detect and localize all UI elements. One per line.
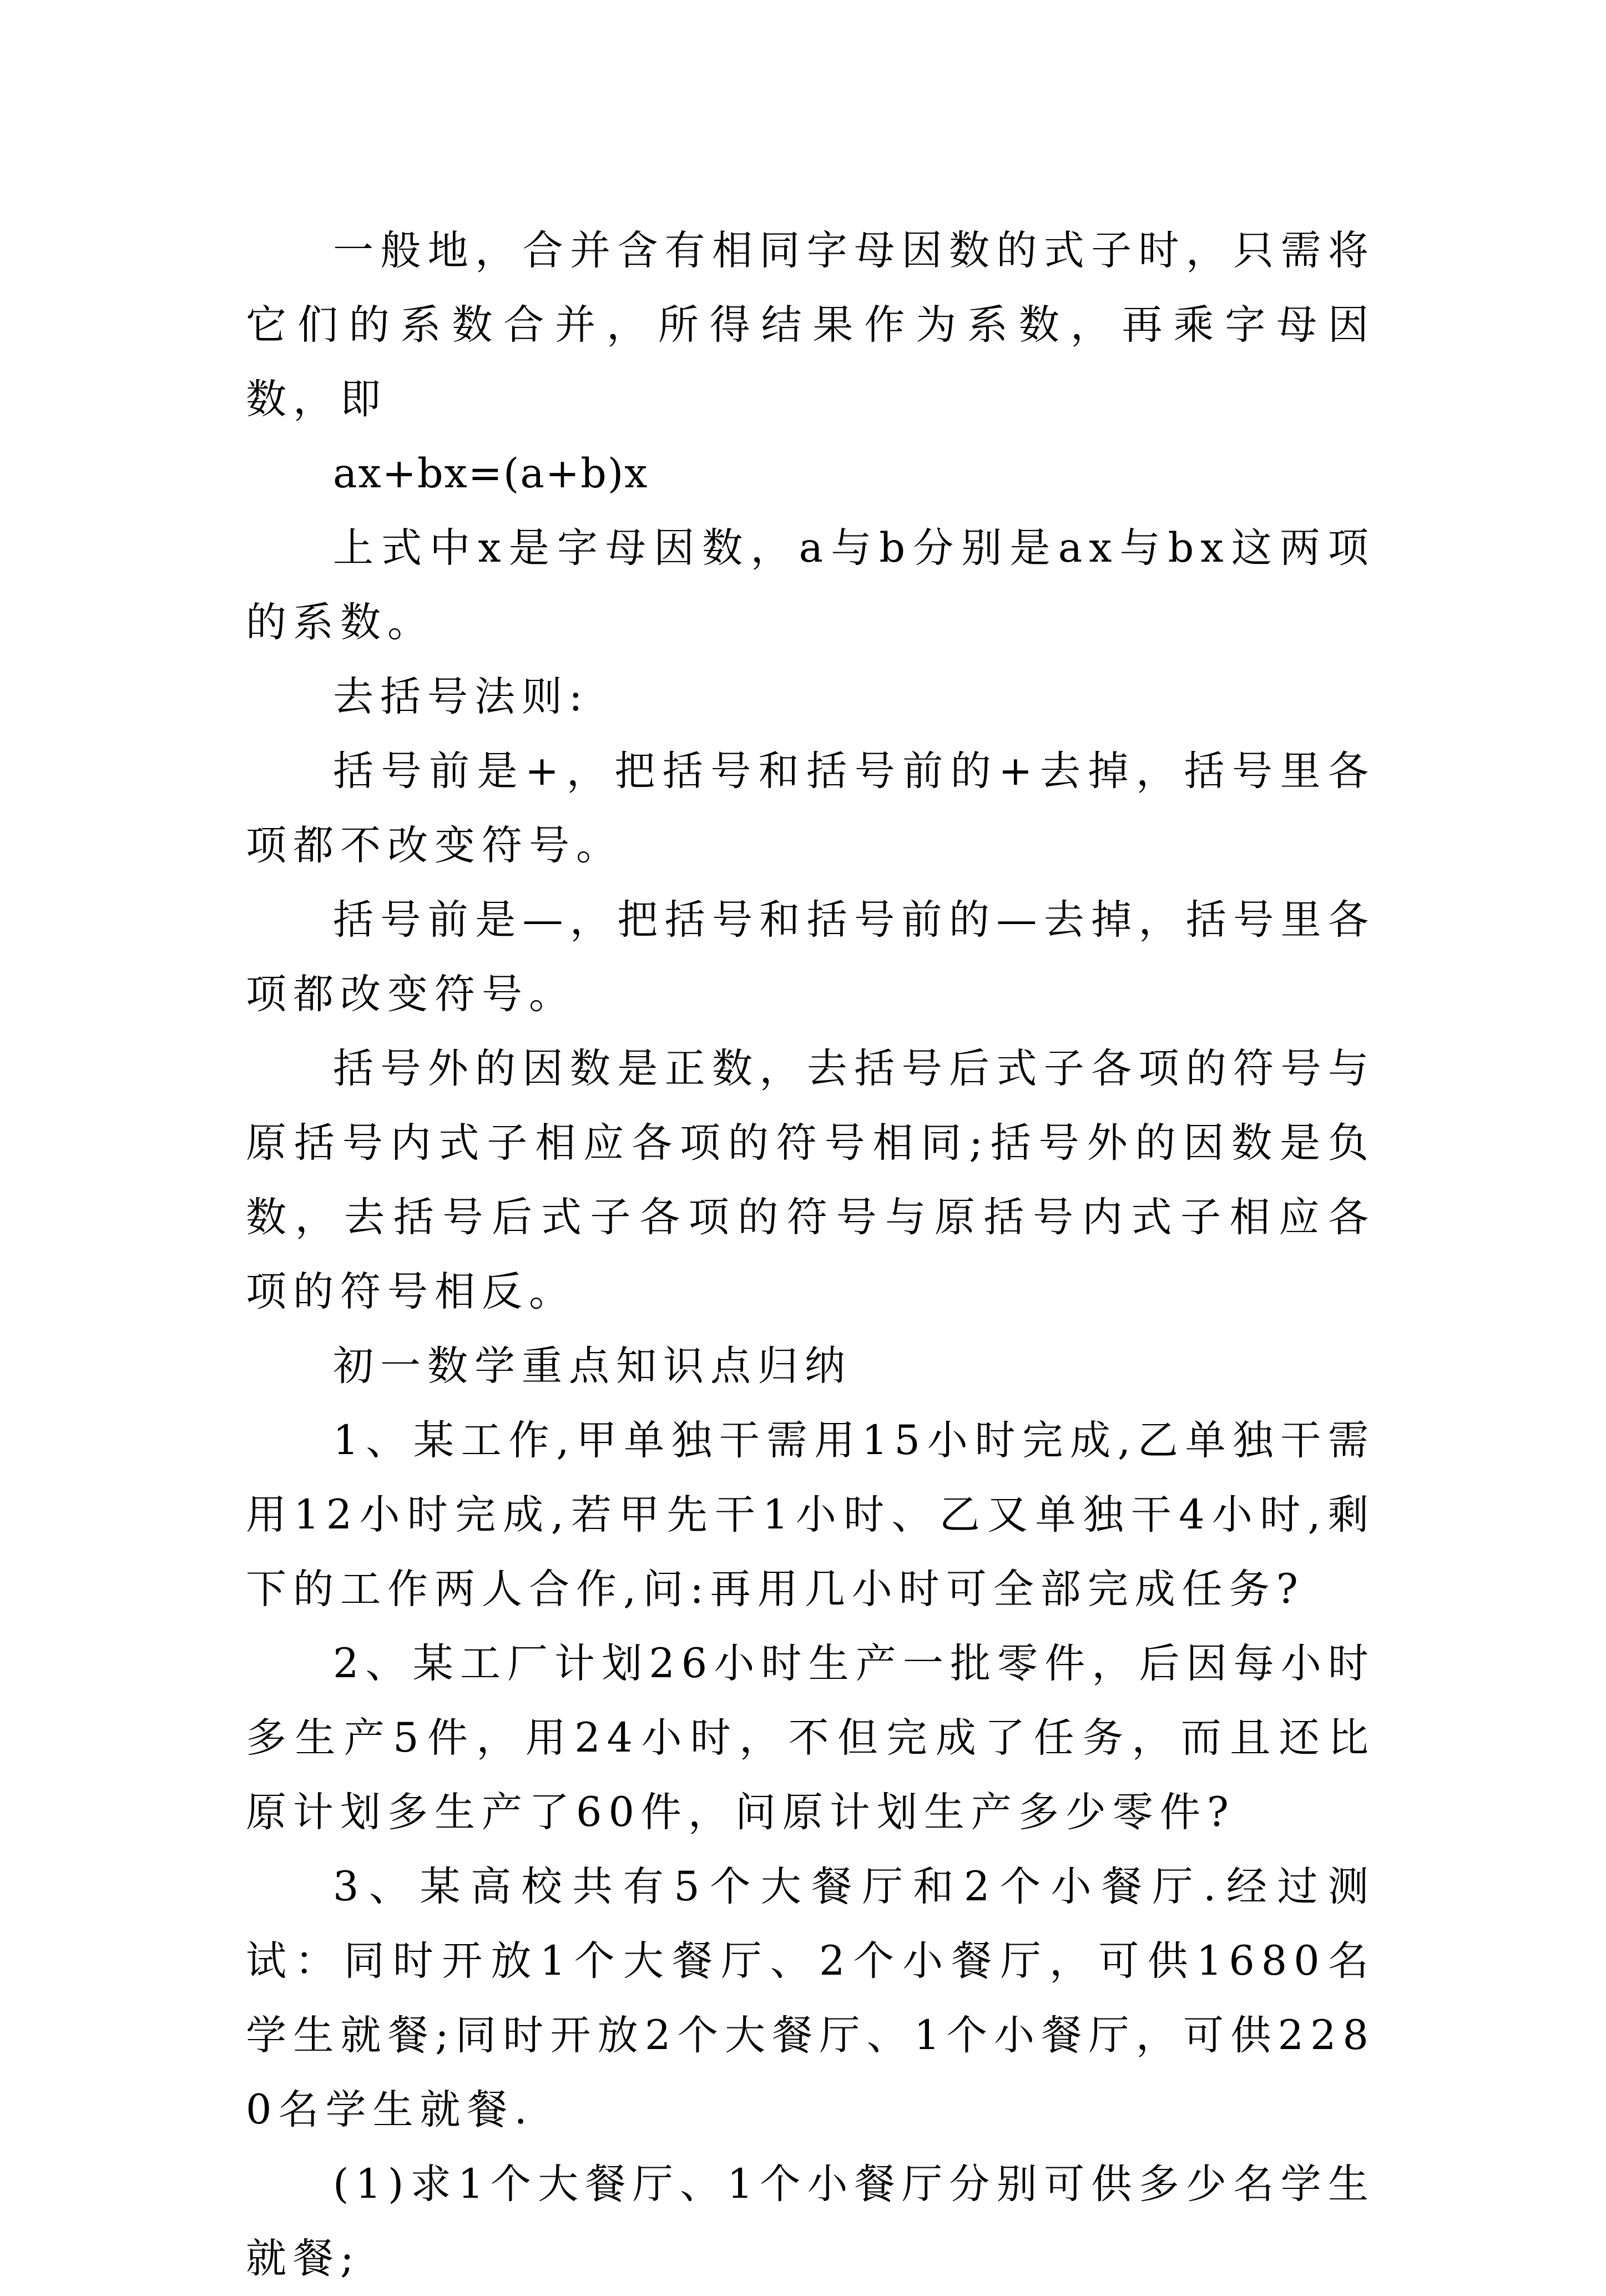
problem-3-part-1: (1)求1个大餐厅、1个小餐厅分别可供多少名学生就餐; bbox=[246, 2161, 1375, 2282]
paragraph-minus-bracket-rule: 括号前是—，把括号和括号前的—去掉，括号里各项都改变符号。 bbox=[246, 896, 1375, 1018]
problem-3: 3、某高校共有5个大餐厅和2个小餐厅.经过测试：同时开放1个大餐厅、2个小餐厅，可供1680名学生就餐;同时开放2个大餐厅、1个小餐厅，可供2280名学生就餐. bbox=[246, 1863, 1375, 2133]
formula-line: ax+bx=(a+b)x bbox=[333, 450, 649, 497]
paragraph-plus-bracket-rule: 括号前是+，把括号和括号前的+去掉，括号里各项都不改变符号。 bbox=[246, 748, 1375, 869]
paragraph-coefficient-note: 上式中x是字母因数，a与b分别是ax与bx这两项的系数。 bbox=[246, 524, 1375, 646]
paragraph-bracket-rules-heading: 去括号法则: bbox=[333, 673, 589, 720]
problem-1: 1、某工作,甲单独干需用15小时完成,乙单独干需用12小时完成,若甲先干1小时、乙又单独干4小时,剩下的工作两人合作,问:再用几小时可全部完成任务? bbox=[246, 1417, 1375, 1613]
document-body bbox=[246, 214, 1375, 2296]
paragraph-factor-sign-rule: 括号外的因数是正数，去括号后式子各项的符号与原括号内式子相应各项的符号相同;括号外的因数是负数，去括号后式子各项的符号与原括号内式子相应各项的符号相反。 bbox=[246, 1045, 1375, 1315]
problem-2: 2、某工厂计划26小时生产一批零件，后因每小时多生产5件，用24小时，不但完成了任务，而且还比原计划多生产了60件，问原计划生产多少零件? bbox=[246, 1640, 1375, 1836]
paragraph-combine-like-terms: 一般地，合并含有相同字母因数的式子时，只需将它们的系数合并，所得结果作为系数，再乘字母因数，即 bbox=[246, 227, 1375, 423]
section-heading: 初一数学重点知识点归纳 bbox=[333, 1343, 852, 1390]
